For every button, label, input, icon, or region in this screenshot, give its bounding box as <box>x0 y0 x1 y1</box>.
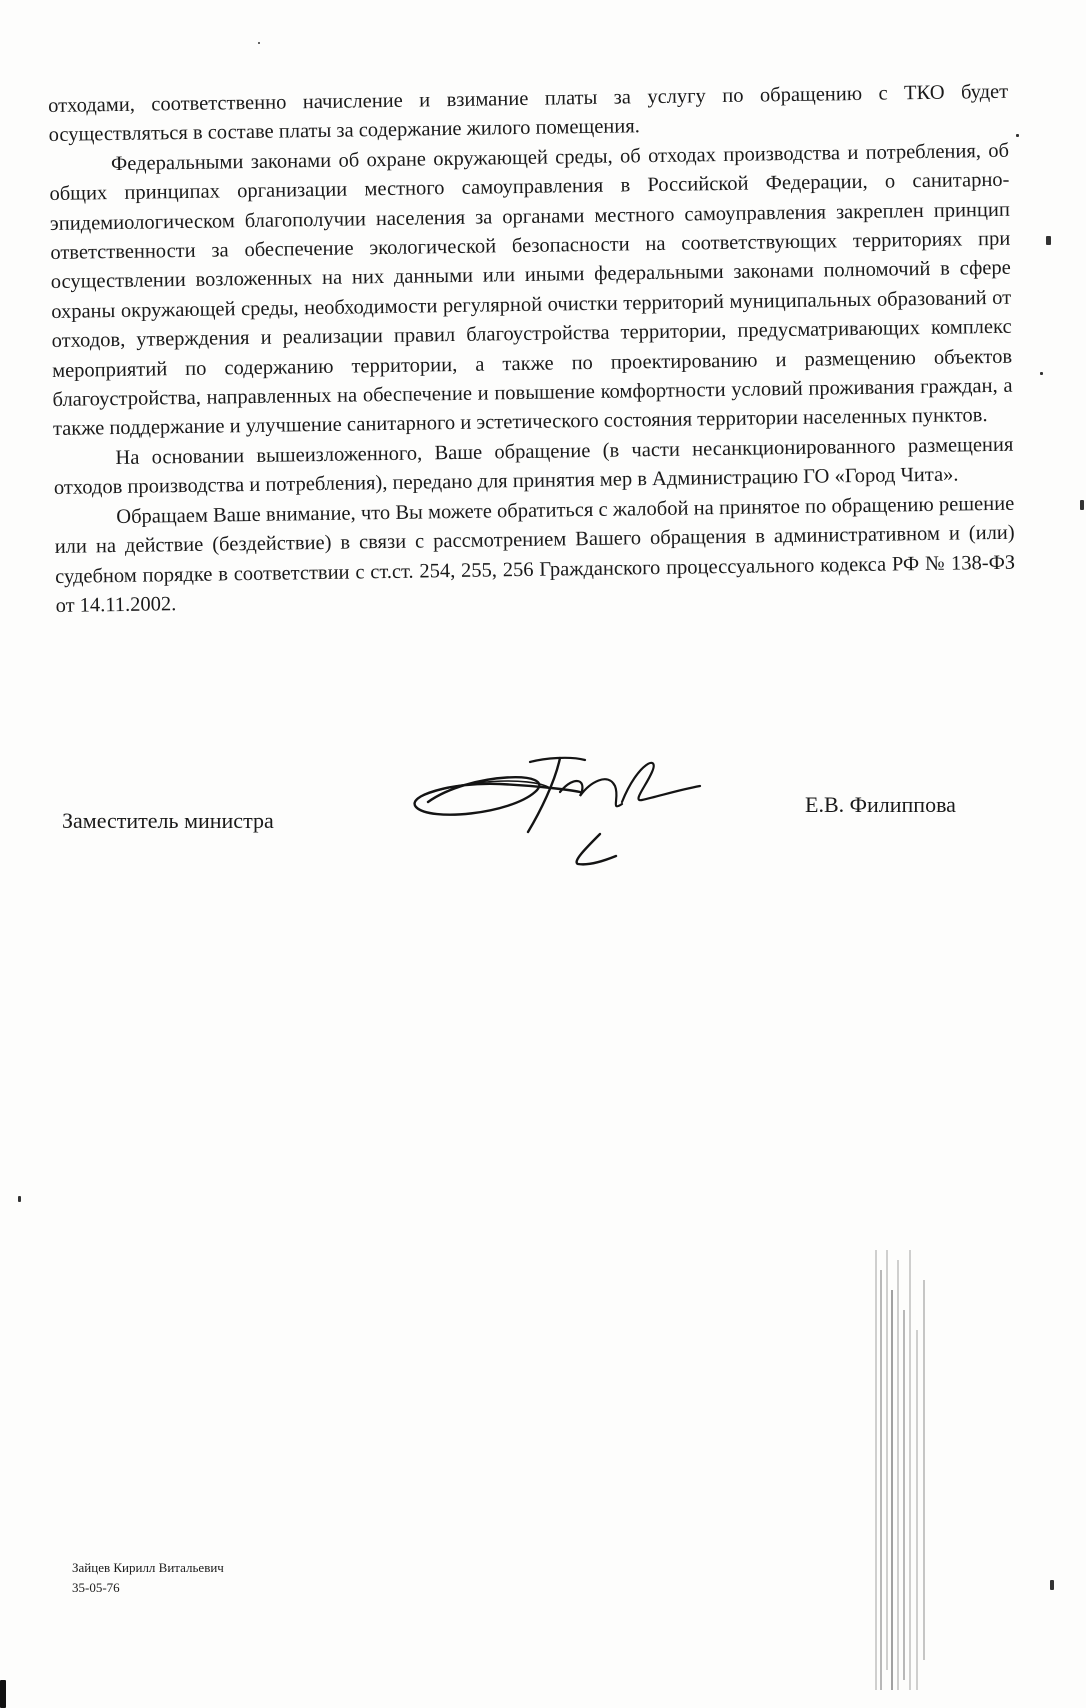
executor-phone: 35-05-76 <box>72 1580 120 1595</box>
executor-info <box>72 1558 224 1598</box>
scan-speck <box>1080 500 1084 510</box>
paragraph-2: Федеральными законами об охране окружающей среды, об отходах производства и потребления, об общих принципах организации местного самоуправления в Российской Федерации, о санитарно-эпидемиологическом благополучии населения за органами местного самоуправления закреплен принцип ответственности за обеспечение экологической безопасности на соответствующих территориях при осуществлении возложенных на них данными или иными федеральными законами полномочий в сфере охраны окружающей среды, необходимости регулярной очистки территорий муниципальных образований от отходов, утверждения и реализации правил благоустройства территории, предусматривающих комплекс мероприятий по содержанию территории, а также по проектированию и размещению объектов благоустройства, направленных на обеспечение и повышение комфортности условий проживания граждан, а также поддержание и улучшение санитарного и эстетического состояния территории населенных пунктов. <box>49 139 1013 441</box>
scan-speck <box>0 1680 6 1708</box>
scan-speck <box>18 1196 21 1202</box>
letter-body <box>48 78 1016 621</box>
scan-streaks <box>868 1250 938 1690</box>
signer-position: Заместитель министра <box>62 808 274 833</box>
paragraph-1: отходами, соответственно начисление и взимание платы за услугу по обращению с ТКО будет осуществляться в составе платы за содержание жилого помещения. <box>48 80 1009 147</box>
paragraph-3: На основании вышеизложенного, Ваше обращение (в части несанкционированного размещения отходов производства и потребления), передано для принятия мер в Администрацию ГО «Город Чита». <box>53 433 1014 500</box>
scan-speck <box>1040 372 1043 375</box>
signer-name: Е.В. Филиппова <box>805 792 956 817</box>
scan-speck <box>1050 1580 1054 1590</box>
paragraph-4: Обращаем Ваше внимание, что Вы можете обратиться с жалобой на принятое по обращению решение или на действие (бездействие) в связи с рассмотрением Вашего обращения в административном и (или) судебном порядке в соответствии с ст.ст. 254, 255, 256 Гражданского процессуального кодекса РФ № 138-ФЗ от 14.11.2002. <box>54 492 1016 617</box>
scan-speck <box>1046 236 1051 245</box>
scan-speck <box>258 42 260 44</box>
handwritten-signature <box>410 752 730 882</box>
scan-speck <box>1016 134 1019 137</box>
executor-name: Зайцев Кирилл Витальевич <box>72 1560 224 1575</box>
